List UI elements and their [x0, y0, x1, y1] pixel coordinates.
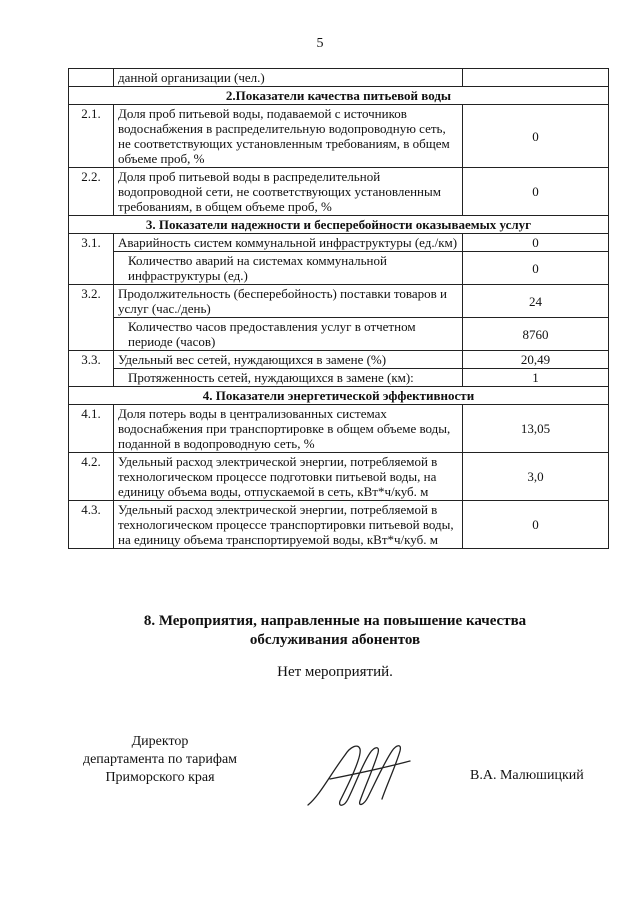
row-value: 0	[463, 105, 609, 168]
row-number: 4.1.	[69, 405, 114, 453]
row-number: 4.2.	[69, 453, 114, 501]
signatory-name: В.А. Малюшицкий	[470, 768, 584, 783]
signatory-title	[70, 733, 250, 787]
table-row	[69, 318, 609, 351]
signatory-title-line: Приморского края	[105, 770, 215, 785]
row-description: Удельный вес сетей, нуждающихся в замене (%)	[114, 351, 463, 369]
indicators-table	[68, 68, 609, 549]
row-description: Доля проб питьевой воды в распределительной водопроводной сети, не соответствующих установленным требованиям, в общем объеме проб, %	[114, 168, 463, 216]
row-number: 3.3.	[69, 351, 114, 387]
table-row	[69, 405, 609, 453]
signatory-title-line: Директор	[131, 734, 189, 749]
table-row	[69, 501, 609, 549]
row-value: 0	[463, 234, 609, 252]
row-number: 2.2.	[69, 168, 114, 216]
table-row	[69, 369, 609, 387]
row-description: Количество аварий на системах коммунальной инфраструктуры (ед.)	[114, 252, 463, 285]
row-value: 13,05	[463, 405, 609, 453]
row-description: Продолжительность (бесперебойность) поставки товаров и услуг (час./день)	[114, 285, 463, 318]
table-row	[69, 285, 609, 318]
row-description: Аварийность систем коммунальной инфраструктуры (ед./км)	[114, 234, 463, 252]
row-description: Количество часов предоставления услуг в отчетном периоде (часов)	[114, 318, 463, 351]
section-title: 3. Показатели надежности и бесперебойности оказываемых услуг	[69, 216, 609, 234]
table-row	[69, 105, 609, 168]
table-row	[69, 234, 609, 252]
row-description: данной организации (чел.)	[114, 69, 463, 87]
table-row	[69, 453, 609, 501]
table-row	[69, 69, 609, 87]
section-8-heading	[0, 612, 640, 650]
row-value: 0	[463, 168, 609, 216]
no-measures-note: Нет мероприятий.	[277, 664, 393, 680]
row-description: Доля проб питьевой воды, подаваемой с источников водоснабжения в распределительную водопроводную сеть, не соответствующих установленным требованиям, в общем объеме проб, %	[114, 105, 463, 168]
row-value: 0	[463, 501, 609, 549]
row-value: 24	[463, 285, 609, 318]
section-title: 4. Показатели энергетической эффективности	[69, 387, 609, 405]
section-row	[69, 216, 609, 234]
signatory-title-line: департамента по тарифам	[82, 752, 238, 767]
row-value: 3,0	[463, 453, 609, 501]
section-row	[69, 87, 609, 105]
table-row	[69, 168, 609, 216]
row-number: 2.1.	[69, 105, 114, 168]
row-description: Удельный расход электрической энергии, потребляемой в технологическом процессе транспортировки питьевой воды, на единицу объема транспортируемой воды, кВт*ч/куб. м	[114, 501, 463, 549]
row-value	[463, 69, 609, 87]
table-row	[69, 351, 609, 369]
row-value: 0	[463, 252, 609, 285]
section-row	[69, 387, 609, 405]
row-description: Удельный расход электрической энергии, потребляемой в технологическом процессе подготовки питьевой воды, на единицу объема воды, отпускаемой в сеть, кВт*ч/куб. м	[114, 453, 463, 501]
table-row	[69, 252, 609, 285]
row-value: 20,49	[463, 351, 609, 369]
handwritten-signature	[300, 735, 420, 815]
row-number: 4.3.	[69, 501, 114, 549]
row-number: 3.1.	[69, 234, 114, 285]
row-description: Протяженность сетей, нуждающихся в замене (км):	[114, 369, 463, 387]
row-value: 1	[463, 369, 609, 387]
row-description: Доля потерь воды в централизованных системах водоснабжения при транспортировке в общем объеме воды, поданной в водопроводную сеть, %	[114, 405, 463, 453]
row-value: 8760	[463, 318, 609, 351]
section-8-heading-line: обслуживания абонентов	[249, 632, 421, 648]
page-number: 5	[316, 36, 324, 51]
section-title: 2.Показатели качества питьевой воды	[69, 87, 609, 105]
row-number	[69, 69, 114, 87]
row-number: 3.2.	[69, 285, 114, 351]
section-8-heading-line: 8. Мероприятия, направленные на повышение качества	[143, 613, 527, 629]
